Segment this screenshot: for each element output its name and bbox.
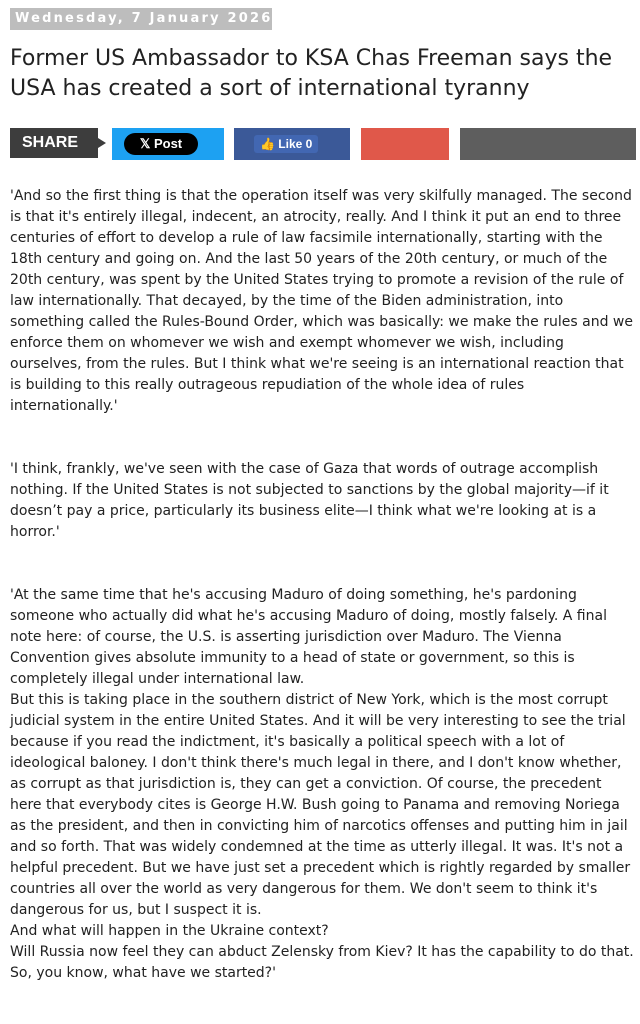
quote-paragraph-1: 'And so the first thing is that the operation itself was very skilfully managed. The second is that it's entirely illegal, indecent, an atrocity, really. And I think it put an end to three centuries of effort to develop a rule of law facsimile internationally, starting with the 18th century and going on. And the last 50 years of the 20th century, or much of the 20th century, was spent by the United States trying to promote a revision of the rule of law internationally. That decayed, by the time of the Biden administration, into something called the Rules-Bound Order, which was basically: we make the rules and we enforce them on whomever we wish and exempt whomever we wish, including ourselves, from the rules. But I think what we're seeing is an international reaction that is building to this really outrageous repudiation of the whole idea of rules internationally.': [10, 188, 633, 414]
article-body: [10, 186, 634, 984]
share-label: SHARE: [10, 128, 98, 158]
quote-paragraph-6: Will Russia now feel they can abduct Zelensky from Kiev? It has the capability to do that. So, you know, what have we started?': [10, 944, 634, 981]
quote-paragraph-3: 'At the same time that he's accusing Maduro of doing something, he's pardoning someone who actually did what he's accusing Maduro of doing, mostly falsely. A final note here: of course, the U.S. is asserting jurisdiction over Maduro. The Vienna Convention gives absolute immunity to a head of state or government, so this is completely illegal under international law.: [10, 587, 607, 687]
spacer: [10, 543, 634, 585]
share-button-red[interactable]: [361, 128, 449, 160]
thumbs-up-icon: 👍: [260, 137, 275, 151]
x-post-pill[interactable]: [124, 133, 198, 155]
share-button-gray[interactable]: [460, 128, 636, 160]
facebook-like-pill[interactable]: [254, 135, 318, 153]
quote-paragraph-5: And what will happen in the Ukraine context?: [10, 923, 329, 939]
facebook-like-label: Like 0: [278, 137, 313, 151]
spacer: [10, 417, 634, 459]
x-post-button[interactable]: [112, 128, 224, 160]
quote-paragraph-4: But this is taking place in the southern district of New York, which is the most corrupt judicial system in the entire United States. And it will be very interesting to see the trial because if you read the indictment, it's basically a political speech with a lot of ideological baloney. I don't think there's much legal in there, and I don't know whether, as corrupt as that jurisdiction is, they can get a conviction. Of course, the precedent here that everybody cites is George H.W. Bush going to Panama and removing Noriega as the president, and then in convicting him of narcotics offenses and putting him in jail and so forth. That was widely condemned at the time as utterly illegal. It was. It's not a helpful precedent. But we have just set a precedent which is rightly regarded by smaller countries all over the world as very dangerous for them. We don't seem to think it's dangerous for us, but I suspect it is.: [10, 692, 631, 918]
share-bar: [10, 128, 636, 160]
post-date: Wednesday, 7 January 2026: [10, 8, 272, 30]
x-post-label: Post: [153, 136, 183, 151]
x-logo-icon: 𝕏: [139, 136, 151, 151]
article-title: Former US Ambassador to KSA Chas Freeman says the USA has created a sort of international tyranny: [10, 46, 613, 101]
quote-paragraph-2: 'I think, frankly, we've seen with the case of Gaza that words of outrage accomplish nothing. If the United States is not subjected to sanctions by the global majority—if it doesn’t pay a price, particularly its business elite—I think what we're looking at is a horror.': [10, 461, 609, 540]
facebook-like-button[interactable]: [234, 128, 350, 160]
